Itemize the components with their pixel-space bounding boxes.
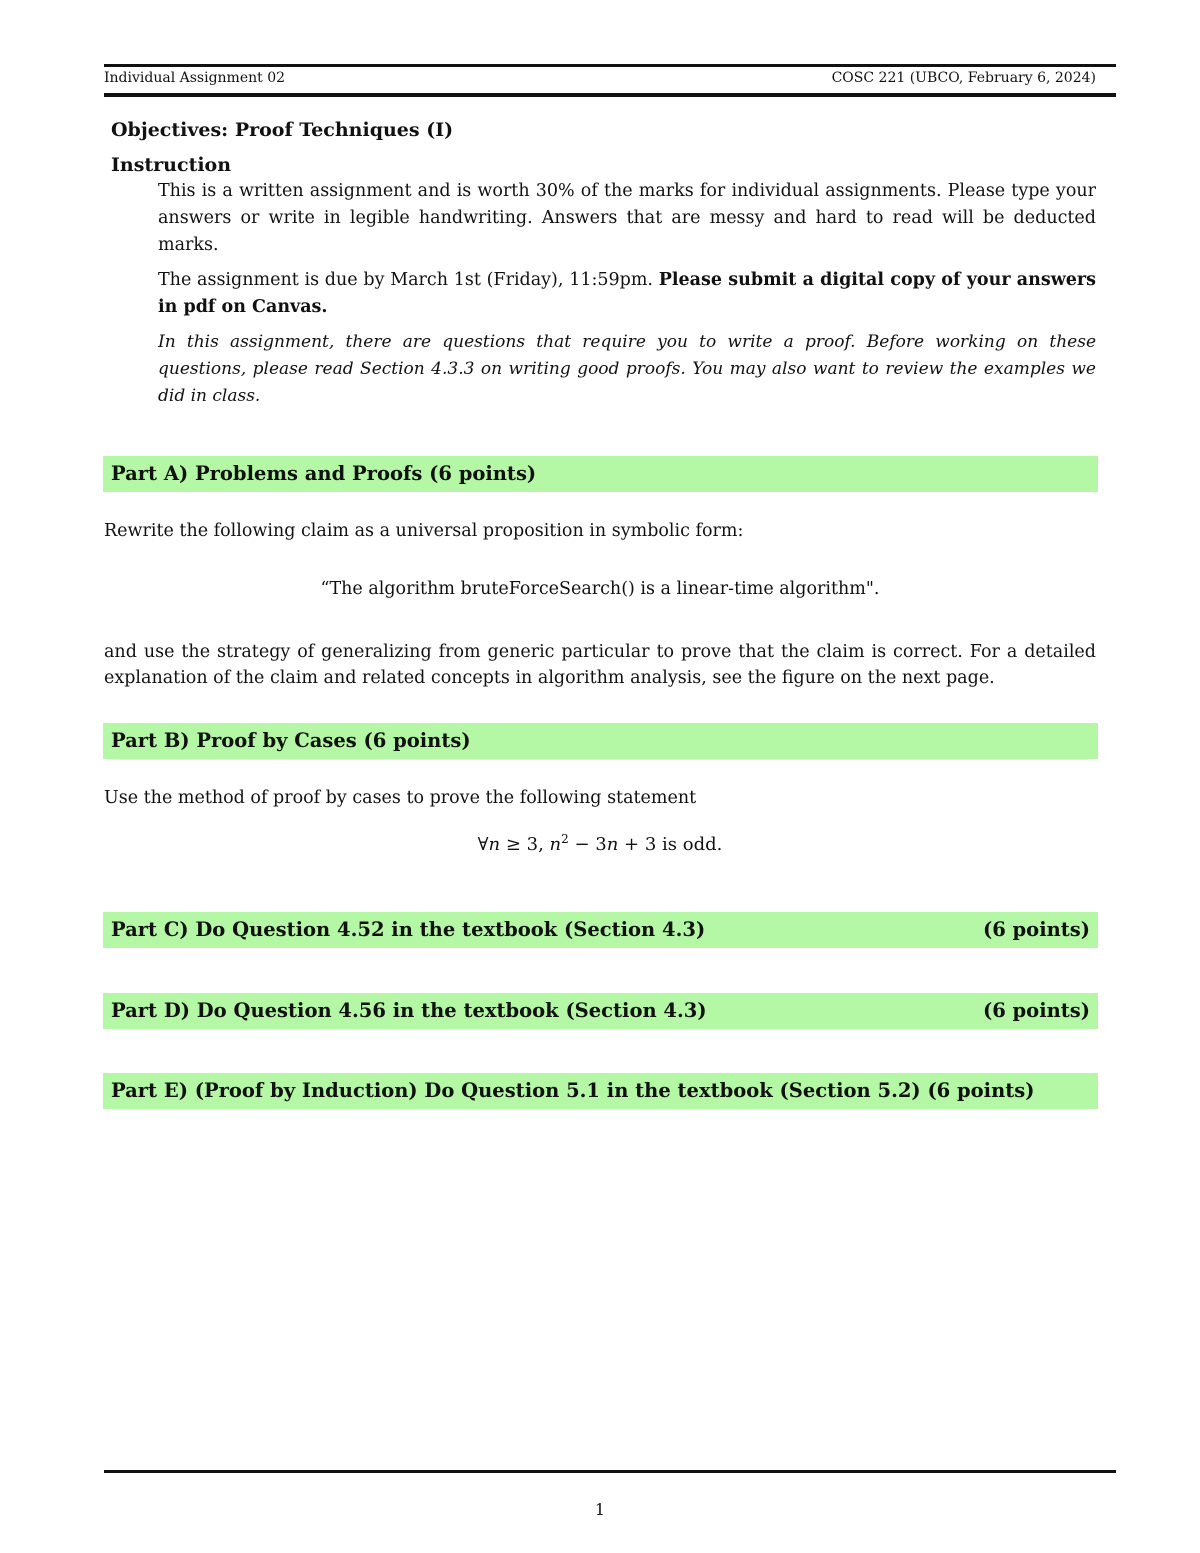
part-a-strategy-text: and use the strategy of generalizing from generic particular to prove that the claim is correct. For a detailed explanation of the claim and related concepts in algorithm analysis, see the figure on the next page. [104, 642, 1096, 688]
part-e-title: Part E) (Proof by Induction) Do Question 5.1 in the textbook (Section 5.2) (6 points) [111, 1079, 1035, 1102]
part-b-text: Use the method of proof by cases to prove the following statement [104, 788, 697, 808]
part-b-formula: ∀n ≥ 3, $n^2 - 3n + 3$ is odd. [477, 832, 723, 855]
footer-rule [104, 1470, 1116, 1473]
part-b-title: Part B) Proof by Cases (6 points) [111, 729, 471, 752]
objectives-heading: Objectives: Proof Techniques (I) [111, 119, 454, 141]
header-top-rule [104, 64, 1116, 67]
header-bottom-rule [104, 93, 1116, 97]
part-d-heading [103, 993, 1098, 1029]
part-a-claim: “The algorithm bruteForceSearch() is a linear-time algorithm". [320, 579, 880, 599]
part-e-heading [103, 1073, 1098, 1109]
submission-note: Please submit a digital copy of your answers in pdf on Canvas. [158, 270, 1096, 317]
part-b-heading [103, 723, 1098, 759]
part-d-points: (6 points) [982, 999, 1090, 1022]
part-a-rewrite-text: Rewrite the following claim as a universal proposition in symbolic form: [104, 521, 744, 541]
part-a-title: Part A) Problems and Proofs (6 points) [111, 462, 537, 485]
part-c-points: (6 points) [982, 918, 1090, 941]
instruction-paragraph-3: In this assignment, there are questions that require you to write a proof. Before working on these questions, please read Section 4.3.3 on writing good proofs. You may also want to review the examples we did in class. [158, 332, 1096, 406]
header-right: COSC 221 (UBCO, February 6, 2024) [831, 70, 1096, 86]
header-left: Individual Assignment 02 [104, 70, 286, 86]
part-c-heading [103, 912, 1098, 948]
instruction-paragraph-2 [158, 267, 1096, 321]
due-date-text: The assignment is due by March 1st (Friday), 11:59pm. [158, 270, 659, 290]
part-a-heading [103, 456, 1098, 492]
page-number: 1 [594, 1500, 606, 1519]
instruction-heading: Instruction [111, 154, 232, 176]
part-d-title: Part D) Do Question 4.56 in the textbook (Section 4.3) [111, 999, 707, 1022]
instruction-paragraph-1: This is a written assignment and is worth 30% of the marks for individual assignments. Please type your answers or write in legible handwriting. Answers that are messy and hard to read will be deducted marks. [158, 181, 1096, 255]
part-c-title: Part C) Do Question 4.52 in the textbook (Section 4.3) [111, 918, 706, 941]
